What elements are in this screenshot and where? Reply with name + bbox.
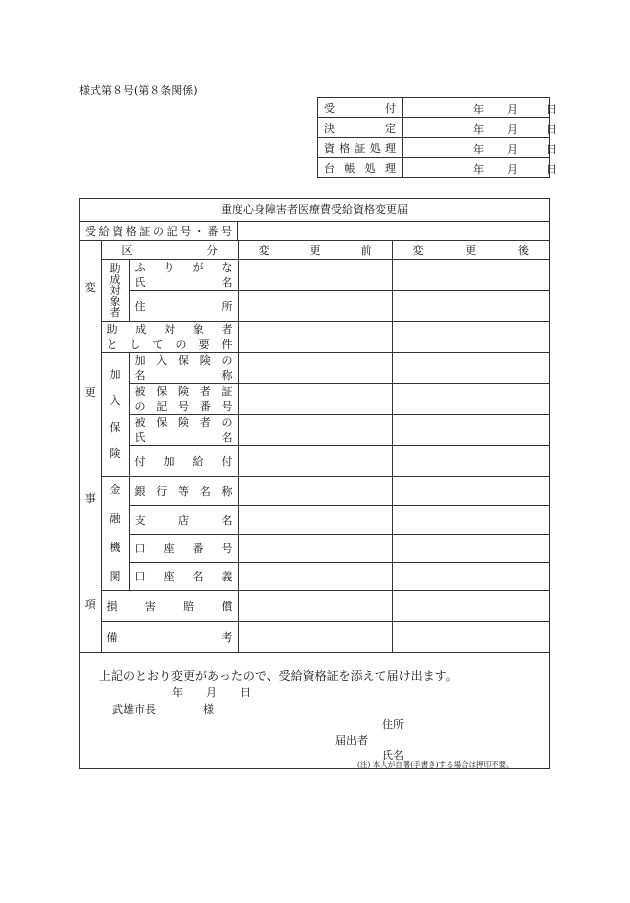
char: 称 xyxy=(221,484,233,498)
char: 決 xyxy=(324,121,335,135)
char: 険 xyxy=(178,416,189,429)
after-furigana-name[interactable] xyxy=(392,260,549,291)
char: 名 xyxy=(192,570,204,583)
header-before xyxy=(238,241,392,260)
item-extra-benefit xyxy=(129,446,238,477)
cert-number-row xyxy=(80,221,549,241)
char: 行 xyxy=(156,484,168,498)
before-remarks[interactable] xyxy=(238,622,392,653)
char: 変 xyxy=(258,243,270,257)
char: 理 xyxy=(385,141,396,155)
change-items-table xyxy=(80,240,549,653)
char: 名 xyxy=(221,513,233,527)
char: 融 xyxy=(109,511,121,525)
char: 象 xyxy=(109,295,121,308)
char: 機 xyxy=(109,541,121,555)
char: 所 xyxy=(221,299,233,313)
item-branch-name xyxy=(129,506,238,535)
char: 項 xyxy=(84,598,96,612)
char: 金 xyxy=(109,482,121,496)
before-account-number[interactable] xyxy=(238,535,392,563)
char: と xyxy=(106,338,118,351)
change-form xyxy=(79,198,550,769)
char: 理 xyxy=(384,161,396,175)
item-account-holder xyxy=(129,563,238,591)
header-category xyxy=(101,241,238,260)
after-bank-name[interactable] xyxy=(392,477,549,506)
after-account-number[interactable] xyxy=(392,535,549,563)
after-account-holder[interactable] xyxy=(392,563,549,591)
address-label: 住所 xyxy=(382,718,404,731)
char: 給 xyxy=(98,224,110,238)
char: 氏 xyxy=(134,276,146,289)
item-damage xyxy=(101,591,238,622)
char: 件 xyxy=(221,338,233,351)
char: 店 xyxy=(178,513,189,527)
item-bank-name xyxy=(129,477,238,506)
before-bank-name[interactable] xyxy=(238,477,392,506)
char: 台 xyxy=(324,161,335,175)
before-requirement[interactable] xyxy=(238,322,392,353)
char: り xyxy=(163,261,175,274)
char: 名 xyxy=(221,276,233,289)
char: 前 xyxy=(360,243,372,257)
after-address[interactable] xyxy=(392,291,549,322)
char: 考 xyxy=(221,630,233,644)
char: 番 xyxy=(199,400,211,413)
declaration-month: 月 xyxy=(206,686,217,699)
char: 加 xyxy=(109,367,121,381)
char: 保 xyxy=(156,416,168,429)
char: 害 xyxy=(144,599,156,613)
item-insured-name xyxy=(129,415,238,446)
char: 保 xyxy=(156,385,168,398)
char: 加 xyxy=(163,454,175,468)
char: 処 xyxy=(369,141,381,155)
char: 保 xyxy=(109,420,121,434)
char: 座 xyxy=(163,542,175,555)
char: 賠 xyxy=(183,599,195,613)
char: 者 xyxy=(199,385,211,398)
char: 定 xyxy=(385,121,396,135)
change-items-label xyxy=(80,241,101,653)
office-date-ledger-processing[interactable]: 年 月 日 xyxy=(403,158,550,178)
char: 助 xyxy=(109,262,121,275)
after-requirement[interactable] xyxy=(392,322,549,353)
char: 険 xyxy=(109,447,121,461)
before-extra-benefit[interactable] xyxy=(238,446,392,477)
char: 険 xyxy=(199,354,211,367)
after-extra-benefit[interactable] xyxy=(392,446,549,477)
char: の xyxy=(175,338,187,351)
char: 記 xyxy=(166,224,178,238)
char: 事 xyxy=(84,492,96,506)
char: 受 xyxy=(85,224,96,238)
char: な xyxy=(221,261,233,274)
char: 象 xyxy=(192,323,204,336)
char: 変 xyxy=(412,243,424,257)
declaration-year: 年 xyxy=(172,686,183,699)
declaration-day: 日 xyxy=(240,686,251,699)
char: 名 xyxy=(221,431,233,444)
declaration-statement: 上記のとおり変更があったので、受給資格証を添えて届け出ます。 xyxy=(99,669,458,683)
before-insurance-name[interactable] xyxy=(238,353,392,384)
char: 付 xyxy=(134,454,146,468)
char: 号 xyxy=(220,224,232,238)
char: 号 xyxy=(221,542,233,555)
char: 分 xyxy=(206,243,218,257)
char: 助 xyxy=(106,323,118,336)
signature-note: (注) 本人が自署(手書き)する場合は押印不要。 xyxy=(357,760,514,769)
char: 証 xyxy=(139,224,151,238)
char: 名 xyxy=(199,484,211,498)
char: の xyxy=(221,416,233,429)
char: が xyxy=(192,261,204,274)
char: 受 xyxy=(324,101,335,115)
after-branch-name[interactable] xyxy=(392,506,549,535)
before-furigana-name[interactable] xyxy=(238,260,392,291)
char: 保 xyxy=(178,354,189,367)
char: 被 xyxy=(134,385,146,398)
char: 記 xyxy=(156,400,168,413)
group-financial-label xyxy=(101,477,129,591)
char: 号 xyxy=(221,400,233,413)
office-label-receipt xyxy=(318,98,403,118)
item-furigana-name xyxy=(129,260,238,291)
char: 格 xyxy=(339,141,351,155)
char: 備 xyxy=(106,630,118,644)
office-date-receipt[interactable]: 年 月 日 xyxy=(403,98,550,118)
mayor-label: 武雄市長 xyxy=(112,703,156,716)
char: し xyxy=(129,338,141,351)
char: 加 xyxy=(134,354,146,367)
form-title: 重度心身障害者医療費受給資格変更届 xyxy=(80,199,549,222)
after-remarks[interactable] xyxy=(392,622,549,653)
before-account-holder[interactable] xyxy=(238,563,392,591)
char: 番 xyxy=(192,542,204,555)
cert-number-label xyxy=(80,221,238,240)
office-date-cert-processing[interactable]: 年 月 日 xyxy=(403,138,550,158)
name-label: 氏名 xyxy=(382,749,404,762)
char: 成 xyxy=(109,273,121,286)
item-insurance-name xyxy=(129,353,238,384)
char: て xyxy=(152,338,164,351)
group-subject-label xyxy=(101,260,129,322)
after-insurance-name[interactable] xyxy=(392,353,549,384)
char: 口 xyxy=(134,570,146,583)
char: 給 xyxy=(192,454,204,468)
char: の xyxy=(134,400,146,413)
char: 損 xyxy=(106,599,118,613)
char: 変 xyxy=(84,280,96,294)
char: 等 xyxy=(178,484,189,498)
char: 証 xyxy=(221,385,233,398)
declaration-section xyxy=(80,653,549,770)
char: 処 xyxy=(364,161,376,175)
char: 証 xyxy=(354,141,366,155)
char: 区 xyxy=(121,243,133,257)
group-insurance-label xyxy=(101,353,129,477)
char: 償 xyxy=(221,599,233,613)
after-damage[interactable] xyxy=(392,591,549,622)
item-requirement xyxy=(101,322,238,353)
mayor-honorific: 様 xyxy=(203,703,214,716)
after-insured-number[interactable] xyxy=(392,384,549,415)
office-label-decision xyxy=(318,118,403,138)
char: 格 xyxy=(125,224,137,238)
char: 者 xyxy=(221,323,233,336)
office-label-ledger-processing xyxy=(318,158,403,178)
cert-number-field[interactable] xyxy=(239,221,550,240)
char: 被 xyxy=(134,416,146,429)
office-label-cert-processing xyxy=(318,138,403,158)
char: 氏 xyxy=(134,431,146,444)
char: 入 xyxy=(109,394,121,408)
char: 帳 xyxy=(344,161,356,175)
char: 義 xyxy=(221,570,233,583)
char: 更 xyxy=(465,243,477,257)
before-address[interactable] xyxy=(238,291,392,322)
char: 付 xyxy=(385,101,396,115)
char: 付 xyxy=(221,454,233,468)
before-insured-name[interactable] xyxy=(238,415,392,446)
char: 称 xyxy=(221,369,233,382)
item-account-number xyxy=(129,535,238,563)
item-address xyxy=(129,291,238,322)
char: 口 xyxy=(134,542,146,555)
char: ・ xyxy=(193,224,205,238)
char: 対 xyxy=(164,323,175,336)
char: ふ xyxy=(134,261,146,274)
char: 番 xyxy=(207,224,219,238)
char: 支 xyxy=(134,513,146,527)
char: 者 xyxy=(199,416,211,429)
item-insured-number xyxy=(129,384,238,415)
char: 険 xyxy=(178,385,189,398)
office-date-decision[interactable]: 年 月 日 xyxy=(403,118,550,138)
char: 号 xyxy=(178,400,189,413)
after-insured-name[interactable] xyxy=(392,415,549,446)
char: 銀 xyxy=(134,484,146,498)
char: 更 xyxy=(309,243,321,257)
char: 対 xyxy=(109,284,121,297)
char: 後 xyxy=(518,243,529,257)
before-insured-number[interactable] xyxy=(238,384,392,415)
header-after xyxy=(392,241,549,260)
char: 入 xyxy=(156,354,168,367)
char: 名 xyxy=(134,369,146,382)
char: 成 xyxy=(135,323,147,336)
office-use-table xyxy=(317,97,557,178)
before-damage[interactable] xyxy=(238,591,392,622)
char: の xyxy=(152,224,164,238)
char: 要 xyxy=(198,338,210,351)
applicant-label: 届出者 xyxy=(335,734,368,747)
char: 住 xyxy=(134,299,146,313)
item-remarks xyxy=(101,622,238,653)
char: 関 xyxy=(109,570,121,584)
before-branch-name[interactable] xyxy=(238,506,392,535)
char: 号 xyxy=(180,224,192,238)
char: の xyxy=(221,354,233,367)
char: 者 xyxy=(109,306,121,319)
char: 資 xyxy=(324,141,335,155)
char: 更 xyxy=(84,386,96,400)
char: 座 xyxy=(163,570,175,583)
form-number: 様式第８号(第８条関係) xyxy=(79,84,198,97)
char: 資 xyxy=(112,224,124,238)
